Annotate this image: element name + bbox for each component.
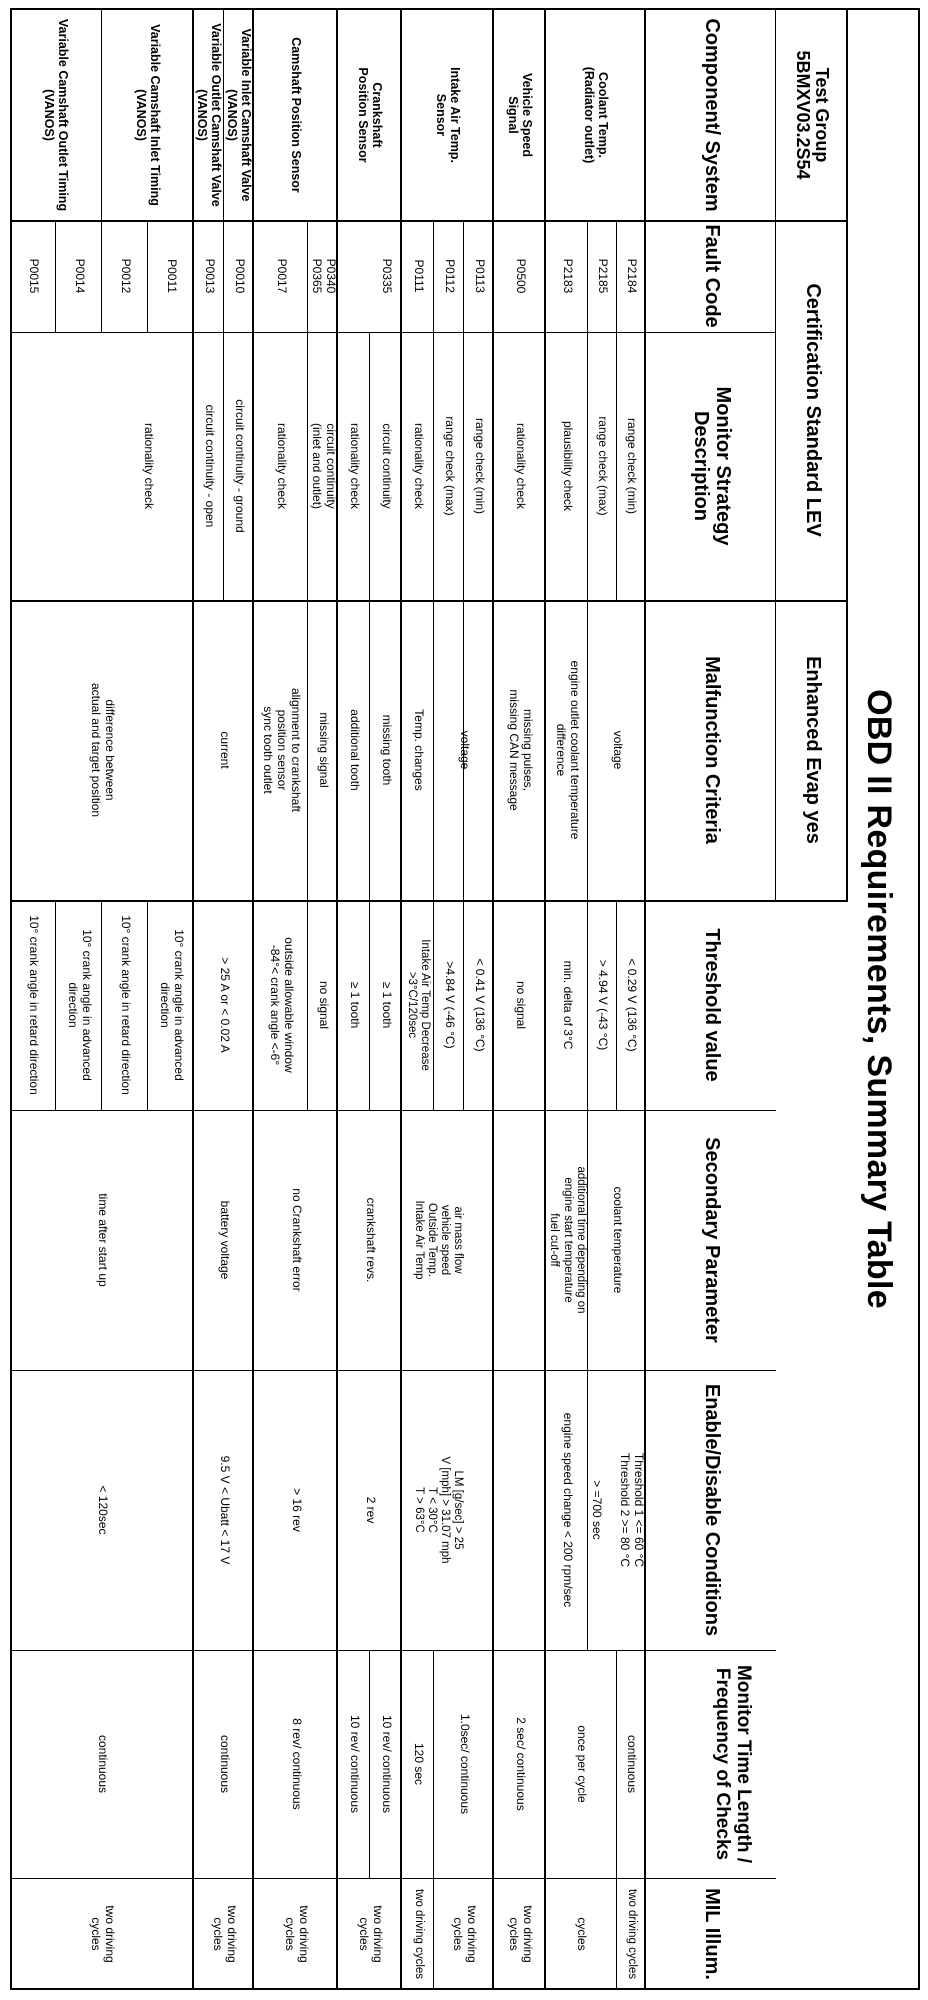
threshold-coolant-2: > 4.94 V (-43 °C) [596, 959, 611, 1051]
enhanced-evap: Enhanced Evap yes [801, 656, 824, 844]
malfunction-iat-voltage: voltage [457, 730, 472, 770]
time-iat-2: 120 sec [411, 1742, 426, 1786]
mil-vanos-valve: two driving cycles [211, 1905, 239, 1963]
malfunction-crank-2: additional tooth [347, 709, 362, 791]
threshold-crank-2: ≥ 1 tooth [347, 981, 362, 1029]
mil-iat-2: two driving cycles [412, 1888, 425, 1980]
time-coolant-1: continuous [625, 1734, 640, 1794]
fault-code-p0010: P0010 [232, 258, 247, 294]
time-vanos-valve: continuous [217, 1734, 232, 1794]
fault-code-p0012: P0012 [118, 258, 133, 294]
fault-code-p0017: P0017 [274, 258, 289, 294]
grid-line [775, 10, 776, 900]
fault-code-p0335: P0335 [379, 258, 394, 294]
strategy-coolant-3: plausibility check [560, 420, 575, 512]
secondary-iat: air mass flow vehicle speed Outside Temp. Intake Air Temp [412, 1200, 465, 1280]
mil-crank: two driving cycles [357, 1905, 385, 1963]
threshold-vanos-timing-2: 10° crank angle in retard direction [118, 915, 133, 1095]
time-crank-2: 10 rev/ continuous [347, 1714, 362, 1814]
secondary-vanos-timing: time after start up [95, 1193, 110, 1287]
threshold-iat-3: Intake Air Temp Decrease >3°C/120sec [406, 939, 432, 1071]
time-iat-1: 1.0sec/ continuous [457, 1713, 472, 1815]
strategy-cam-1: circuit continuity (inlet and outlet) [310, 422, 338, 510]
threshold-vss: no signal [513, 980, 528, 1030]
malfunction-vanos-valve: current [217, 731, 232, 769]
malfunction-cam-1: missing signal [316, 712, 331, 788]
col-component-header: Component/ System [700, 18, 723, 212]
secondary-crank: crankshaft revs. [363, 1197, 378, 1283]
fault-code-p0015: P0015 [26, 258, 41, 294]
strategy-vanos-valve-2: circuit continuity - open [202, 404, 217, 528]
threshold-vanos-valve: > 25 A or < 0.02 A [217, 957, 232, 1053]
fault-code-p2185: P2185 [596, 258, 611, 294]
time-crank-1: 10 rev/ continuous [379, 1714, 394, 1814]
threshold-cam-2: outside allowable window -84°< crank angle <-6° [268, 937, 296, 1073]
fault-code-p2183: P2183 [560, 258, 575, 294]
col-mil-header: MIL Illum. [700, 1888, 723, 1980]
strategy-coolant-2: range check (max) [596, 416, 611, 516]
component-camshaft: Camshaft Position Sensor [289, 37, 304, 193]
enable-iat: LM [g/sec] > 25 V [mph] > 31.07 mph T < 30°C T > 63°C [412, 1456, 465, 1564]
enable-cam: > 16 rev [289, 1488, 304, 1532]
page-title: OBD II Requirements, Summary Table [860, 689, 899, 1309]
threshold-iat-2: >4.84 V (-46 °C) [442, 961, 457, 1049]
enable-vanos-timing: < 120sec [95, 1485, 110, 1535]
table-frame [10, 8, 920, 1990]
col-enable-header: Enable/Disable Conditions [700, 1383, 723, 1637]
secondary-vanos-valve: battery voltage [217, 1200, 232, 1280]
mil-vss: two driving cycles [507, 1905, 535, 1963]
strategy-iat-3: rationality check [411, 422, 426, 510]
threshold-cam-1: no signal [316, 980, 331, 1030]
threshold-coolant-1: < 0.29 V (136 °C) [625, 958, 640, 1052]
malfunction-vss: missing pulses, missing CAN message [507, 689, 535, 811]
col-malfunction-header: Malfunction Criteria [700, 656, 723, 844]
fault-code-p0112: P0112 [442, 259, 457, 293]
threshold-vanos-timing-1: 10° crank angle in advanced direction [158, 929, 186, 1081]
mil-coolant-2: cycles [575, 1917, 590, 1951]
secondary-coolant-2: additional time depending on engine start temperature fuel cut-off [548, 1166, 587, 1314]
col-fault-code-header: Fault Code [700, 224, 723, 328]
secondary-cam: no Crankshaft error [289, 1188, 304, 1292]
enable-crank: 2 rev [363, 1496, 378, 1524]
threshold-vanos-timing-3: 10° crank angle in advanced direction [66, 929, 94, 1081]
test-group: Test Group 5BMXV03.2S54 [793, 50, 833, 180]
fault-code-p0113: P0113 [472, 259, 487, 293]
enable-vanos-valve: 9.5 V < Ubatt < 17 V [217, 1455, 232, 1565]
component-crankshaft: Crankshaft Position Sensor [356, 67, 385, 163]
threshold-crank-1: ≥ 1 tooth [379, 981, 394, 1029]
col-threshold-header: Threshold value [700, 928, 723, 1082]
fault-code-p0340-p0365: P0340 P0365 [310, 258, 338, 294]
strategy-vanos-timing: rationality check [141, 422, 156, 510]
time-cam: 8 rev/ continuous [289, 1718, 304, 1810]
component-coolant: Coolant Temp. (Radiator outlet) [582, 66, 611, 164]
malfunction-iat-temp: Temp. changes [411, 709, 426, 791]
strategy-crank-1: circuit continuity [379, 423, 394, 509]
certification-standard: Certification Standard LEV [801, 283, 824, 537]
component-vanos-inlet-valve: Variable Inlet Camshaft Valve (VANOS) [225, 28, 254, 202]
mil-cam: two driving cycles [283, 1905, 311, 1963]
fault-code-p0011: P0011 [164, 259, 179, 293]
col-time-header: Monitor Time Length / Frequency of Checks [712, 1664, 754, 1864]
malfunction-cam-2: alignment to crankshaft position sensor sync tooth outlet [261, 687, 303, 813]
fault-code-p0500: P0500 [513, 258, 528, 294]
time-vanos-timing: continuous [95, 1734, 110, 1794]
component-intake-air-temp: Intake Air Temp. Sensor [434, 67, 463, 163]
component-vanos-outlet-valve: Variable Outlet Camshaft Valve (VANOS) [195, 23, 224, 207]
strategy-crank-2: rationality check [347, 422, 362, 510]
fault-code-p2184: P2184 [625, 258, 640, 294]
enable-coolant-1: Threshold 1 <= 60 °C Threshold 2 >= 80 °C > =700 sec [590, 1452, 646, 1568]
strategy-iat-2: range check (max) [442, 416, 457, 516]
secondary-coolant-1: coolant temperature [610, 1186, 625, 1294]
strategy-coolant-1: range check (min) [625, 417, 640, 515]
component-vehicle-speed: Vehicle Speed Signal [506, 72, 535, 158]
threshold-coolant-3: min. delta of 3°C [560, 960, 575, 1050]
time-vss: 2 sec/ continuous [513, 1717, 528, 1811]
fault-code-p0111: P0111 [411, 259, 426, 293]
strategy-iat-1: range check (min) [472, 417, 487, 515]
component-vanos-outlet-timing: Variable Camshaft Outlet Timing (VANOS) [42, 18, 71, 212]
malfunction-crank-1: missing tooth [379, 714, 394, 786]
malfunction-coolant-diff: engine outlet coolant temperature difference [554, 660, 582, 840]
strategy-vanos-valve-1: circuit continuity - ground [232, 399, 247, 533]
mil-vanos-timing: two driving cycles [89, 1905, 117, 1963]
malfunction-coolant-voltage: voltage [610, 730, 625, 770]
threshold-iat-1: < 0.41 V (136 °C) [472, 958, 487, 1052]
time-coolant-2: once per cycle [575, 1725, 590, 1803]
mil-iat-1: two driving cycles [451, 1905, 479, 1963]
enable-coolant-2: engine speed change < 200 rpm/sec [560, 1412, 575, 1608]
threshold-vanos-timing-4: 10° crank angle in retard direction [26, 915, 41, 1095]
fault-code-p0014: P0014 [72, 258, 87, 294]
strategy-vss: rationality check [513, 422, 528, 510]
strategy-cam-2: rationality check [274, 422, 289, 510]
mil-coolant-1: two driving cycles [626, 1888, 639, 1980]
col-secondary-header: Secondary Parameter [700, 1137, 723, 1343]
grid-line [846, 10, 848, 900]
malfunction-vanos-timing: difference between actual and target position [89, 682, 117, 818]
component-vanos-inlet-timing: Variable Camshaft Inlet Timing (VANOS) [134, 24, 163, 206]
fault-code-p0013: P0013 [202, 258, 217, 294]
col-strategy-header: Monitor Strategy Description [690, 386, 734, 546]
